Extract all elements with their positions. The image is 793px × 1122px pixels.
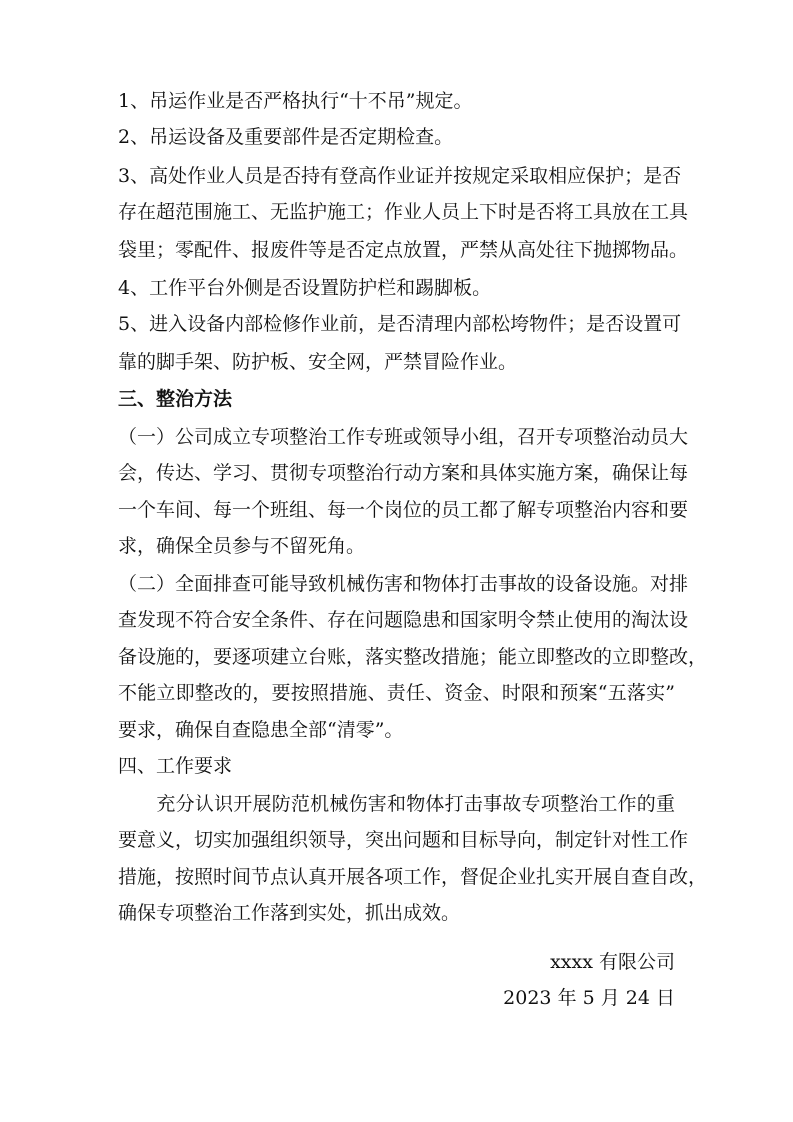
paragraph-line: 备设施的，要逐项建立台账，落实整改措施；能立即整改的立即整改，	[118, 646, 708, 668]
paragraph-line: 会，传达、学习、贯彻专项整治行动方案和具体实施方案，确保让每	[118, 462, 689, 484]
paragraph-line: （二）全面排查可能导致机械伤害和物体打击事故的设备设施。对排	[118, 573, 689, 595]
paragraph-line: 措施，按照时间节点认真开展各项工作，督促企业扎实开展自查自改，	[118, 866, 708, 888]
paragraph-line: 一个车间、每一个班组、每一个岗位的员工都了解专项整治内容和要	[118, 499, 689, 521]
paragraph-line: 查发现不符合安全条件、存在问题隐患和国家明令禁止使用的淘汰设	[118, 609, 689, 631]
paragraph-line: 充分认识开展防范机械伤害和物体打击事故专项整治工作的重	[118, 793, 675, 815]
paragraph-line: 求，确保全员参与不留死角。	[118, 535, 366, 557]
paragraph-line: 确保专项整治工作落到实处，抓出成效。	[118, 902, 461, 924]
section-heading: 三、整治方法	[118, 388, 233, 410]
check-item-line: 1、吊运作业是否严格执行“十不吊”规定。	[118, 90, 473, 112]
check-item-line: 袋里；零配件、报废件等是否定点放置，严禁从高处往下抛掷物品。	[118, 239, 689, 261]
paragraph-line: （一）公司成立专项整治工作专班或领导小组，召开专项整治动员大	[118, 426, 689, 448]
check-item-line: 靠的脚手架、防护板、安全网，严禁冒险作业。	[118, 351, 518, 373]
paragraph-line: 不能立即整改的，要按照措施、责任、资金、时限和预案“五落实”	[118, 682, 675, 704]
check-item-line: 存在超范围施工、无监护施工；作业人员上下时是否将工具放在工具	[118, 201, 689, 223]
paragraph-line: 要意义，切实加强组织领导，突出问题和目标导向，制定针对性工作	[118, 829, 689, 851]
signature-date: 2023 年 5 月 24 日	[503, 987, 675, 1009]
section-heading: 四、工作要求	[118, 755, 233, 777]
check-item-line: 3、高处作业人员是否持有登高作业证并按规定采取相应保护；是否	[118, 165, 682, 187]
signature-company: xxxx 有限公司	[550, 951, 675, 973]
check-item-line: 5、进入设备内部检修作业前，是否清理内部松垮物件；是否设置可	[118, 313, 682, 335]
check-item-line: 4、工作平台外侧是否设置防护栏和踢脚板。	[118, 277, 492, 299]
check-item-line: 2、吊运设备及重要部件是否定期检查。	[118, 126, 454, 148]
paragraph-line: 要求，确保自查隐患全部“清零”。	[118, 719, 404, 741]
